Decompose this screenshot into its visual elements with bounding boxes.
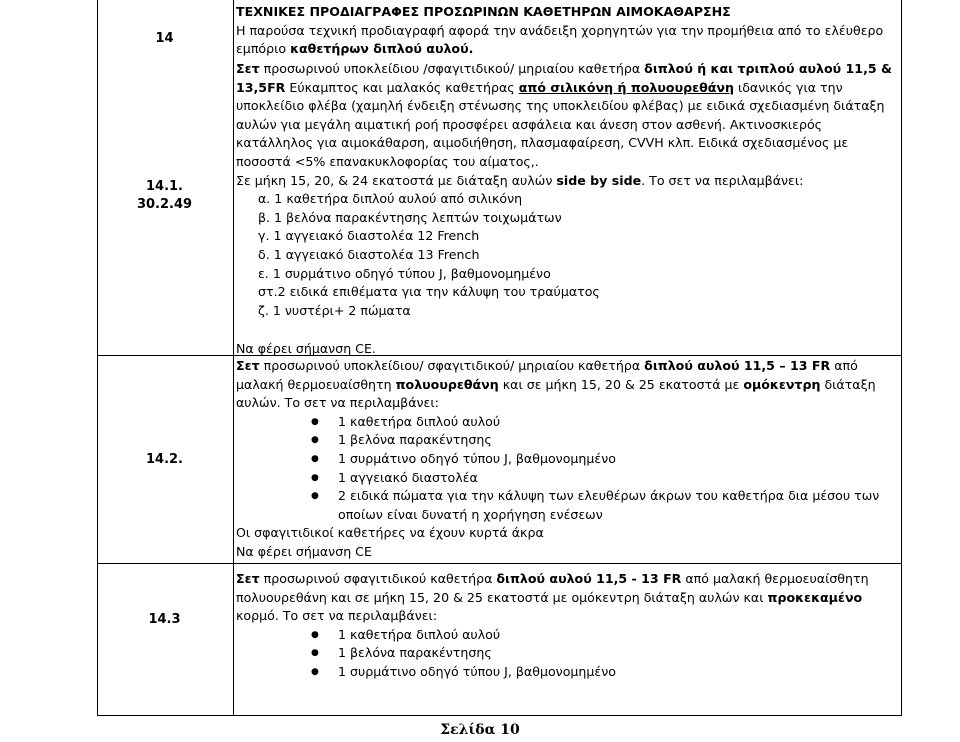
list-item: ● 1 βελόνα παρακέντησης [236,644,900,663]
list-item: β. 1 βελόνα παρακέντησης λεπτών τοιχωμάτων [258,209,562,225]
table-border-bottom [97,715,902,716]
list-item: ● 1 συρμάτινο οδηγό τύπου J, βαθμονομημένο [236,450,900,469]
item-number: 14.1. 30.2.49 [136,179,193,212]
ce-note: Να φέρει σήμανση CE. [236,341,376,357]
list-item: ζ. 1 νυστέρι+ 2 πώματα [258,302,411,318]
ce-note: Να φέρει σήμανση CE [236,543,372,559]
table-border-left [97,0,98,716]
bullet-list [236,626,900,682]
note: Οι σφαγιτιδικοί καθετήρες να έχουν κυρτά άκρα [236,525,544,541]
list-item: ● 1 αγγειακό διαστολέα [236,469,900,488]
section-number: 14 [155,31,174,46]
item-spec-paragraph: Σετ προσωρινού υποκλείδιου/ σφαγιτιδικού/ μηριαίου καθετήρα διπλού αυλού 11,5 – 13 FR από μαλακή θερμοευαίσθητη πολυουρεθάνη και σε μήκη 15, 20 & 25 εκατοστά με ομόκεντρη διάταξη αυλών. Το σετ να περιλαμβάνει: [236,358,876,411]
bullet-list [236,413,900,525]
list-item: ● 1 συρμάτινο οδηγό τύπου J, βαθμονομημένο [236,663,900,682]
item-contents-list [236,190,900,320]
list-item: ● 1 βελόνα παρακέντησης [236,431,900,450]
item-spec-paragraph: Σετ προσωρινού σφαγιτιδικού καθετήρα διπλού αυλού 11,5 - 13 FR από μαλακή θερμοευαίσθητη πολυουρεθάνη και σε μήκη 15, 20 & 25 εκατοστά με ομόκεντρη διάταξη αυλών και προκεκαμένο κορμό. Το σετ να περιλαμβάνει: [236,571,869,624]
section-intro: Η παρούσα τεχνική προδιαγραφή αφορά την ανάδειξη χορηγητών για την προμήθεια από το ελέυθερο εμπόριο καθετήρων διπλού αυλού. [236,22,884,57]
item-spec-paragraph: Σετ προσωρινού υποκλείδιου /σφαγιτιδικού/ μηριαίου καθετήρα διπλού ή και τριπλού αυλού 11,5 & 13,5FR Εύκαμπτος και μαλακός καθετήρας από σιλικόνη ή πολυουρεθάνη ιδανικός για την υποκλείδιο φλέβα (χαμηλή ένδειξη στένωσης της υποκλειδίου φλέβας) με ειδικά σχεδιασμένη διάταξη αυλών για μεγάλη αιματική ροή προσφέρει ασφάλεια και άνεση στον ασθενή. Ακτινοσκιερός κατάλληλος για αιμοκάθαρση, αιμοδιήθηση, πλασμαφαίρεση, CVVH κλπ. Ειδικά σχεδιασμένος με ποσοστά <5% επανακυκλοφορίας του αίματος,. [236,61,892,169]
row-divider [97,563,902,564]
list-item: ● 1 καθετήρα διπλού αυλού [236,413,900,432]
list-item: γ. 1 αγγειακό διαστολέα 12 French [258,228,480,244]
list-item: ε. 1 συρμάτινο οδηγό τύπου J, βαθμονομημένο [258,265,551,281]
item-description-14-3 [236,570,900,682]
item-number: 14.2. [145,452,183,467]
table-column-divider [233,0,234,716]
table-border-right [901,0,902,716]
item-description-14-2 [236,357,900,562]
list-item: δ. 1 αγγειακό διαστολέα 13 French [258,246,480,262]
item-lengths-paragraph: Σε μήκη 15, 20, & 24 εκατοστά με διάταξη αυλών side by side. Το σετ να περιλαμβάνει: [236,172,804,188]
page-number: Σελίδα 10 [440,722,520,738]
list-item: α. 1 καθετήρα διπλού αυλού από σιλικόνη [258,191,523,207]
item-number: 14.3 [148,612,181,627]
section-header [236,3,900,59]
list-item: ● 1 καθετήρα διπλού αυλού [236,626,900,645]
list-item: στ.2 ειδικά επιθέματα για την κάλυψη του τραύματος [258,284,600,300]
section-title: ΤΕΧΝΙΚΕΣ ΠΡΟΔΙΑΓΡΑΦΕΣ ΠΡΟΣΩΡΙΝΩΝ ΚΑΘΕΤΗΡΩΝ ΑΙΜΟΚΑΘΑΡΣΗΣ [236,4,731,19]
list-item: ● 2 ειδικά πώματα για την κάλυψη των ελευθέρων άκρων του καθετήρα δια μέσου των οποίων είναι δυνατή η χορήγηση ενέσεων [236,487,900,524]
item-description-14-1 [236,60,900,359]
